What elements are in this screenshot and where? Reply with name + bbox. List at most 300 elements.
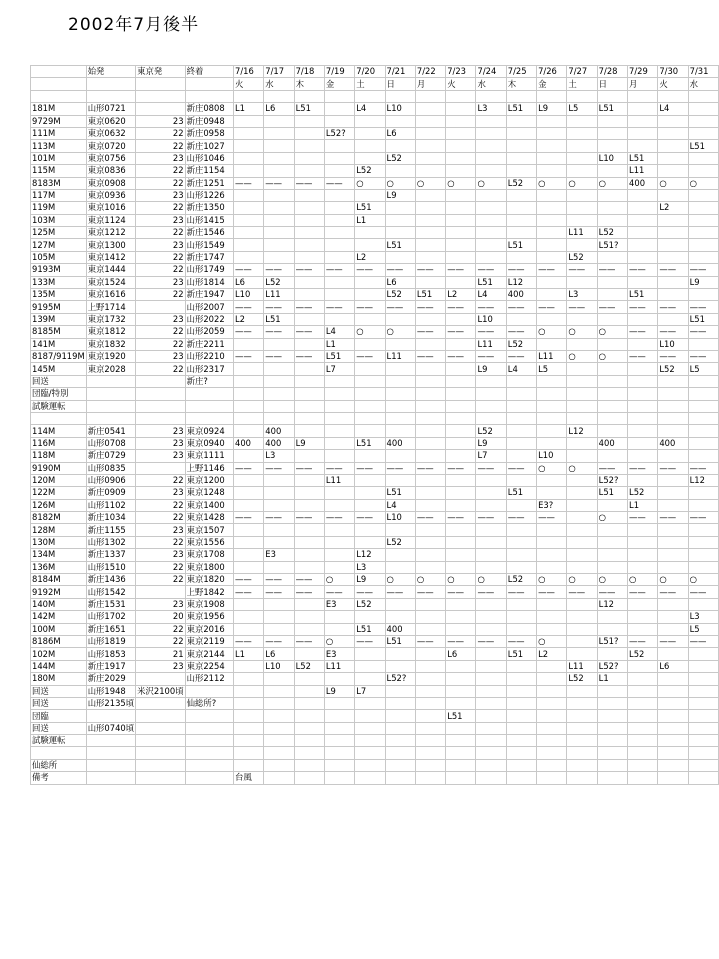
origin-station: 山形0708 [86, 437, 135, 449]
day-cell [324, 735, 354, 747]
day-cell [355, 90, 385, 102]
train-number: 101M [31, 152, 87, 164]
day-cell: 400 [233, 437, 263, 449]
day-cell: L51 [506, 103, 536, 115]
day-cell: L6 [264, 103, 294, 115]
day-cell [597, 388, 627, 400]
day-cell [294, 772, 324, 784]
day-cell [476, 623, 506, 635]
day-cell: L10 [597, 152, 627, 164]
day-cell [688, 103, 718, 115]
day-cell [658, 115, 688, 127]
day-cell [658, 722, 688, 734]
day-cell [294, 524, 324, 536]
tokyo-dep-minute: 22 [136, 202, 185, 214]
day-cell: —— [597, 301, 627, 313]
day-cell [476, 388, 506, 400]
day-cell [537, 227, 567, 239]
day-cell [233, 685, 263, 697]
day-cell [446, 561, 476, 573]
day-cell: L4 [324, 326, 354, 338]
day-cell: L52 [567, 673, 597, 685]
day-cell [355, 722, 385, 734]
train-number: 団臨/特別 [31, 388, 87, 400]
day-cell [264, 710, 294, 722]
day-cell: L4 [355, 103, 385, 115]
header-date: 7/29 [628, 66, 658, 78]
day-cell [355, 276, 385, 288]
page-title: 2002年7月後半 [68, 15, 200, 35]
day-cell: L10 [233, 289, 263, 301]
table-row [31, 747, 719, 759]
day-cell [385, 363, 415, 375]
day-cell [537, 425, 567, 437]
day-cell [506, 536, 536, 548]
tokyo-dep-minute: 22 [136, 289, 185, 301]
day-cell [446, 499, 476, 511]
train-number: 9729M [31, 115, 87, 127]
day-cell: ○ [537, 635, 567, 647]
day-cell: L4 [506, 363, 536, 375]
table-row [31, 685, 719, 697]
day-cell [506, 524, 536, 536]
day-cell [294, 648, 324, 660]
day-cell: —— [688, 586, 718, 598]
header-weekday: 水 [688, 78, 718, 90]
day-cell [264, 338, 294, 350]
day-cell [628, 189, 658, 201]
table-row [31, 536, 719, 548]
day-cell [628, 474, 658, 486]
table-row [31, 202, 719, 214]
day-cell: ○ [597, 350, 627, 362]
destination-station: 東京1708 [185, 549, 233, 561]
day-cell [355, 697, 385, 709]
day-cell [628, 276, 658, 288]
day-cell [688, 375, 718, 387]
destination-station [185, 400, 233, 412]
day-cell: ○ [597, 326, 627, 338]
day-cell: L52? [385, 673, 415, 685]
day-cell [233, 673, 263, 685]
day-cell: —— [688, 301, 718, 313]
day-cell [324, 437, 354, 449]
train-number: 105M [31, 251, 87, 263]
day-cell: L10 [264, 660, 294, 672]
table-row [31, 177, 719, 189]
day-cell [597, 313, 627, 325]
day-cell [658, 214, 688, 226]
origin-station: 新庄1651 [86, 623, 135, 635]
day-cell [324, 165, 354, 177]
day-cell: —— [506, 350, 536, 362]
table-row [31, 103, 719, 115]
tokyo-dep-minute: 23 [136, 189, 185, 201]
header-weekday: 月 [415, 78, 445, 90]
day-cell [446, 202, 476, 214]
day-cell: L7 [324, 363, 354, 375]
day-cell: —— [324, 177, 354, 189]
day-cell [264, 735, 294, 747]
day-cell: —— [628, 350, 658, 362]
table-row [31, 425, 719, 437]
day-cell [506, 660, 536, 672]
tokyo-dep-minute: 22 [136, 635, 185, 647]
day-cell [597, 499, 627, 511]
header-weekday: 木 [294, 78, 324, 90]
day-cell [385, 735, 415, 747]
day-cell [658, 747, 688, 759]
day-cell [355, 375, 385, 387]
train-number: 9195M [31, 301, 87, 313]
day-cell: —— [476, 350, 506, 362]
day-cell: L51 [688, 313, 718, 325]
table-row [31, 710, 719, 722]
day-cell [355, 648, 385, 660]
day-cell [355, 239, 385, 251]
day-cell [597, 363, 627, 375]
tokyo-dep-minute: 米沢2100頃 [137, 685, 184, 696]
train-number: 8186M [31, 635, 87, 647]
day-cell: L51 [506, 648, 536, 660]
table-row [31, 549, 719, 561]
tokyo-dep-minute: 23 [136, 276, 185, 288]
destination-station: 新庄1747 [185, 251, 233, 263]
day-cell: ○ [476, 177, 506, 189]
day-cell [233, 499, 263, 511]
day-cell: L52 [658, 363, 688, 375]
tokyo-dep-minute [136, 722, 185, 734]
day-cell [506, 673, 536, 685]
day-cell [415, 115, 445, 127]
day-cell [294, 115, 324, 127]
day-cell: L1 [324, 338, 354, 350]
day-cell: E3 [324, 598, 354, 610]
day-cell [233, 127, 263, 139]
day-cell [537, 685, 567, 697]
day-cell [415, 450, 445, 462]
day-cell [567, 549, 597, 561]
day-cell: ○ [324, 635, 354, 647]
day-cell: L11 [324, 660, 354, 672]
day-cell [567, 635, 597, 647]
day-cell [476, 251, 506, 263]
day-cell: —— [233, 350, 263, 362]
destination-station: 山形2210 [185, 350, 233, 362]
tokyo-dep-minute [136, 388, 185, 400]
day-cell [537, 127, 567, 139]
train-number: 103M [31, 214, 87, 226]
day-cell [324, 140, 354, 152]
header-date: 7/18 [294, 66, 324, 78]
table-row [31, 598, 719, 610]
day-cell [658, 425, 688, 437]
day-cell: —— [688, 635, 718, 647]
day-cell [233, 115, 263, 127]
day-cell [688, 648, 718, 660]
day-cell [233, 561, 263, 573]
table-row [31, 264, 719, 276]
day-cell [628, 313, 658, 325]
day-cell: —— [446, 326, 476, 338]
day-cell: L51 [264, 313, 294, 325]
day-cell: —— [264, 462, 294, 474]
day-cell [597, 202, 627, 214]
day-cell: L51? [597, 635, 627, 647]
day-cell [688, 536, 718, 548]
day-cell [688, 722, 718, 734]
day-cell [264, 239, 294, 251]
day-cell [628, 388, 658, 400]
day-cell: —— [294, 301, 324, 313]
day-cell: L51 [476, 276, 506, 288]
destination-station: 仙総所? [185, 697, 233, 709]
day-cell: 台風 [233, 772, 263, 784]
day-cell [324, 499, 354, 511]
day-cell [385, 611, 415, 623]
day-cell [567, 214, 597, 226]
train-number: 102M [31, 648, 87, 660]
origin-station [86, 400, 135, 412]
table-row [31, 388, 719, 400]
tokyo-dep-minute [136, 673, 185, 685]
day-cell [506, 214, 536, 226]
day-cell [355, 450, 385, 462]
day-cell: —— [658, 586, 688, 598]
day-cell [415, 338, 445, 350]
origin-station: 東京0756 [86, 152, 135, 164]
day-cell [597, 140, 627, 152]
day-cell [415, 623, 445, 635]
day-cell [233, 214, 263, 226]
day-cell [597, 549, 627, 561]
day-cell [476, 165, 506, 177]
destination-station: 新庄1251 [185, 177, 233, 189]
day-cell [233, 710, 263, 722]
day-cell [567, 697, 597, 709]
destination-station: 山形2317 [185, 363, 233, 375]
day-cell: ○ [537, 462, 567, 474]
day-cell: L52? [597, 474, 627, 486]
day-cell [233, 152, 263, 164]
day-cell [294, 412, 324, 424]
origin-station: 東京1832 [86, 338, 135, 350]
day-cell: L52 [567, 251, 597, 263]
origin-station: 東京1616 [86, 289, 135, 301]
day-cell: —— [597, 586, 627, 598]
day-cell [233, 165, 263, 177]
train-number: 仙総所 [31, 759, 87, 771]
day-cell: L6 [385, 127, 415, 139]
header-date: 7/20 [355, 66, 385, 78]
day-cell [446, 276, 476, 288]
day-cell [294, 623, 324, 635]
table-row [31, 586, 719, 598]
day-cell [476, 152, 506, 164]
day-cell [537, 747, 567, 759]
day-cell: —— [385, 264, 415, 276]
day-cell [628, 660, 658, 672]
origin-station: 東京1732 [86, 313, 135, 325]
tokyo-dep-minute: 22 [136, 140, 185, 152]
tokyo-dep-minute [136, 747, 185, 759]
day-cell [264, 759, 294, 771]
day-cell [446, 536, 476, 548]
origin-station [86, 772, 135, 784]
origin-station: 新庄0729 [86, 450, 135, 462]
day-cell: L11 [567, 660, 597, 672]
day-cell: —— [658, 512, 688, 524]
table-row [31, 697, 719, 709]
day-cell [446, 450, 476, 462]
day-cell: —— [264, 177, 294, 189]
day-cell: L4 [476, 289, 506, 301]
train-number: 8184M [31, 574, 87, 586]
destination-station: 東京1200 [185, 474, 233, 486]
day-cell: —— [506, 635, 536, 647]
day-cell: ○ [355, 326, 385, 338]
day-cell: —— [264, 574, 294, 586]
day-cell [233, 660, 263, 672]
day-cell [415, 239, 445, 251]
train-number: 145M [31, 363, 87, 375]
day-cell [537, 722, 567, 734]
day-cell [324, 189, 354, 201]
table-row [31, 375, 719, 387]
day-cell [385, 388, 415, 400]
day-cell: L10 [385, 103, 415, 115]
day-cell [233, 759, 263, 771]
day-cell: —— [658, 326, 688, 338]
day-cell [233, 189, 263, 201]
train-number [31, 90, 87, 102]
origin-station: 東京1444 [86, 264, 135, 276]
day-cell [476, 549, 506, 561]
day-cell [415, 685, 445, 697]
day-cell [628, 685, 658, 697]
day-cell [476, 611, 506, 623]
day-cell: L51 [385, 239, 415, 251]
day-cell: —— [506, 264, 536, 276]
header-tokyo-dep: 東京発 [136, 66, 185, 78]
destination-station: 新庄0958 [185, 127, 233, 139]
day-cell: L51 [597, 103, 627, 115]
tokyo-dep-minute: 23 [136, 549, 185, 561]
day-cell: —— [294, 177, 324, 189]
day-cell [355, 425, 385, 437]
day-cell [324, 103, 354, 115]
day-cell [597, 536, 627, 548]
tokyo-dep-minute: 22 [136, 326, 185, 338]
day-cell: —— [446, 301, 476, 313]
origin-station: 東京0836 [86, 165, 135, 177]
table-row [31, 338, 719, 350]
day-cell [476, 400, 506, 412]
destination-station [185, 90, 233, 102]
day-cell: L9 [324, 685, 354, 697]
day-cell [294, 487, 324, 499]
train-number: 回送 [31, 722, 87, 734]
destination-station: 山形2007 [185, 301, 233, 313]
day-cell [415, 437, 445, 449]
tokyo-dep-minute: 23 [136, 598, 185, 610]
day-cell [567, 759, 597, 771]
day-cell [324, 227, 354, 239]
day-cell [233, 338, 263, 350]
destination-station: 新庄? [185, 375, 233, 387]
day-cell [264, 189, 294, 201]
day-cell [658, 549, 688, 561]
day-cell [597, 648, 627, 660]
day-cell [597, 90, 627, 102]
day-cell [324, 450, 354, 462]
day-cell: L2 [446, 289, 476, 301]
day-cell [567, 152, 597, 164]
day-cell [415, 536, 445, 548]
day-cell [506, 400, 536, 412]
header-weekday: 金 [537, 78, 567, 90]
day-cell [446, 239, 476, 251]
day-cell [415, 759, 445, 771]
day-cell: —— [628, 264, 658, 276]
day-cell [688, 152, 718, 164]
day-cell [294, 685, 324, 697]
day-cell [658, 561, 688, 573]
day-cell [233, 412, 263, 424]
day-cell [294, 338, 324, 350]
day-cell: —— [294, 586, 324, 598]
day-cell [324, 239, 354, 251]
day-cell [264, 412, 294, 424]
tokyo-dep-minute: 23 [136, 115, 185, 127]
day-cell [597, 450, 627, 462]
day-cell: —— [385, 301, 415, 313]
day-cell [567, 474, 597, 486]
day-cell [385, 561, 415, 573]
day-cell [264, 524, 294, 536]
day-cell: ○ [324, 574, 354, 586]
train-number: 回送 [31, 685, 87, 697]
day-cell [567, 735, 597, 747]
day-cell: ○ [628, 574, 658, 586]
day-cell [233, 598, 263, 610]
day-cell: —— [688, 326, 718, 338]
day-cell [415, 561, 445, 573]
origin-station: 山形1510 [86, 561, 135, 573]
day-cell [324, 289, 354, 301]
origin-station [86, 747, 135, 759]
day-cell [264, 363, 294, 375]
table-row [31, 772, 719, 784]
day-cell [628, 735, 658, 747]
day-cell [688, 772, 718, 784]
day-cell [628, 127, 658, 139]
day-cell [415, 313, 445, 325]
day-cell: —— [415, 635, 445, 647]
origin-station: 東京1124 [86, 214, 135, 226]
day-cell [446, 214, 476, 226]
day-cell: —— [415, 350, 445, 362]
train-number: 118M [31, 450, 87, 462]
day-cell [355, 363, 385, 375]
day-cell [476, 90, 506, 102]
day-cell [658, 276, 688, 288]
day-cell [294, 90, 324, 102]
day-cell [688, 685, 718, 697]
origin-station: 新庄0909 [86, 487, 135, 499]
day-cell: L52 [385, 152, 415, 164]
day-cell [688, 549, 718, 561]
